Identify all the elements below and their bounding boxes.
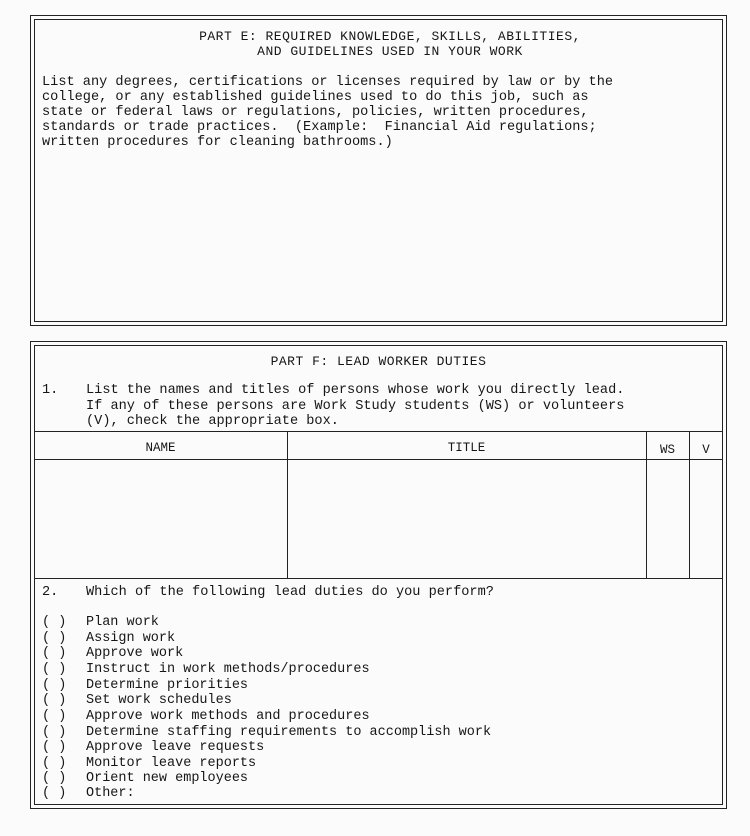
duty-checkbox[interactable]: ( ) bbox=[42, 646, 67, 661]
duty-label: Set work schedules bbox=[86, 693, 232, 708]
duty-checkbox[interactable]: ( ) bbox=[42, 709, 67, 724]
part-e-instruction-line: college, or any established guidelines used to do this job, such as bbox=[42, 90, 589, 105]
name-column-header: NAME bbox=[145, 441, 176, 455]
duty-item[interactable] bbox=[42, 693, 232, 708]
duty-label: Instruct in work methods/procedures bbox=[86, 662, 370, 677]
duty-label: Other: bbox=[86, 786, 135, 801]
duty-item[interactable] bbox=[42, 709, 370, 724]
duty-item[interactable] bbox=[42, 662, 370, 677]
duty-checkbox[interactable]: ( ) bbox=[42, 693, 67, 708]
duty-checkbox[interactable]: ( ) bbox=[42, 615, 67, 630]
table-top-border bbox=[34, 431, 723, 432]
question-1-line: List the names and titles of persons whose work you directly lead. bbox=[86, 383, 625, 398]
part-e-instruction-line: List any degrees, certifications or licenses required by law or by the bbox=[42, 75, 614, 90]
duty-label: Approve work methods and procedures bbox=[86, 709, 370, 724]
duty-item[interactable] bbox=[42, 771, 248, 786]
duty-checkbox[interactable]: ( ) bbox=[42, 786, 67, 801]
part-e-instruction-line: written procedures for cleaning bathrooms.) bbox=[42, 135, 393, 150]
duty-checkbox[interactable]: ( ) bbox=[42, 678, 67, 693]
other-duty-input[interactable] bbox=[150, 786, 715, 801]
duty-label: Approve work bbox=[86, 646, 184, 661]
question-2-number: 2. bbox=[42, 585, 59, 600]
v-column-header: V bbox=[702, 443, 710, 457]
duty-item[interactable] bbox=[42, 786, 135, 801]
ws-column-header: WS bbox=[659, 443, 675, 457]
question-2-text: Which of the following lead duties do you perform? bbox=[86, 585, 494, 600]
duty-item[interactable] bbox=[42, 646, 183, 661]
part-e-answer-area[interactable] bbox=[40, 158, 720, 318]
v-checkbox-cell[interactable] bbox=[691, 461, 722, 577]
question-1-line: (V), check the appropriate box. bbox=[86, 414, 339, 429]
duty-checkbox[interactable]: ( ) bbox=[42, 740, 67, 755]
duty-label: Determine staffing requirements to accomplish work bbox=[86, 725, 492, 740]
duty-label: Orient new employees bbox=[86, 771, 249, 786]
duty-checkbox[interactable]: ( ) bbox=[42, 771, 67, 786]
duty-checkbox[interactable]: ( ) bbox=[42, 631, 67, 646]
title-entry-cell[interactable] bbox=[289, 461, 645, 577]
duty-item[interactable] bbox=[42, 615, 159, 630]
duty-checkbox[interactable]: ( ) bbox=[42, 756, 67, 771]
duty-label: Plan work bbox=[86, 615, 159, 630]
duty-item[interactable] bbox=[42, 631, 175, 646]
part-e-instruction-line: state or federal laws or regulations, policies, written procedures, bbox=[42, 105, 589, 120]
name-entry-cell[interactable] bbox=[36, 461, 286, 577]
duty-checkbox[interactable]: ( ) bbox=[42, 662, 67, 677]
title-column-header: TITLE bbox=[447, 441, 486, 455]
ws-checkbox-cell[interactable] bbox=[648, 461, 688, 577]
table-header-border bbox=[34, 459, 723, 460]
question-1-number: 1. bbox=[42, 383, 59, 398]
duty-checkbox[interactable]: ( ) bbox=[42, 725, 67, 740]
part-e-instruction-line: standards or trade practices. (Example: Financial Aid regulations; bbox=[42, 120, 597, 135]
duty-item[interactable] bbox=[42, 740, 264, 755]
duty-label: Assign work bbox=[86, 631, 176, 646]
question-1-line: If any of these persons are Work Study students (WS) or volunteers bbox=[86, 399, 625, 414]
part-e-title-line2: AND GUIDELINES USED IN YOUR WORK bbox=[257, 44, 523, 59]
duty-label: Monitor leave reports bbox=[86, 756, 257, 771]
duty-item[interactable] bbox=[42, 725, 491, 740]
duty-item[interactable] bbox=[42, 756, 256, 771]
table-bottom-border bbox=[34, 578, 723, 579]
duty-label: Determine priorities bbox=[86, 678, 249, 693]
duty-item[interactable] bbox=[42, 678, 248, 693]
duty-label: Approve leave requests bbox=[86, 740, 265, 755]
part-f-title: PART F: LEAD WORKER DUTIES bbox=[270, 354, 487, 369]
part-e-title-line1: PART E: REQUIRED KNOWLEDGE, SKILLS, ABILITIES, bbox=[199, 29, 581, 44]
